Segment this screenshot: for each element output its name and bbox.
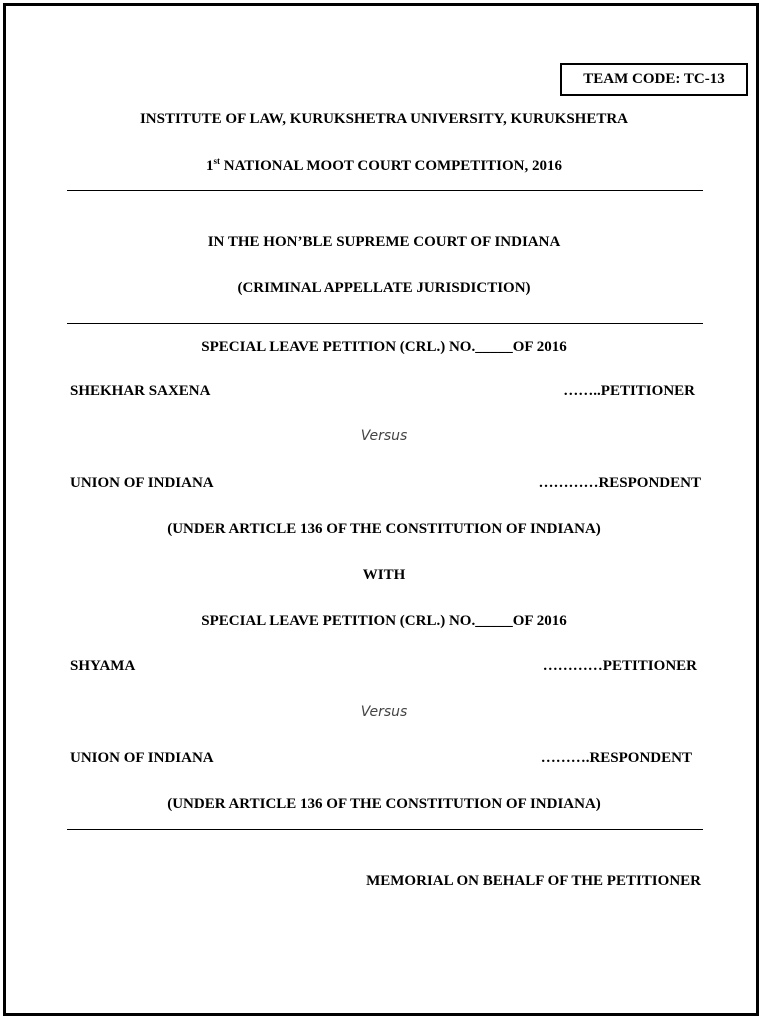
institute-heading: INSTITUTE OF LAW, KURUKSHETRA UNIVERSITY, KURUKSHETRA xyxy=(139,111,629,127)
court-name: IN THE HON’BLE SUPREME COURT OF INDIANA xyxy=(207,234,561,250)
divider-3 xyxy=(67,829,703,830)
competition-ordinal-number: 1 xyxy=(205,158,214,174)
divider-2 xyxy=(67,323,703,324)
case2-versus: Versus xyxy=(360,704,408,720)
case1-petitioner-name: SHEKHAR SAXENA xyxy=(70,383,211,399)
case2-article: (UNDER ARTICLE 136 OF THE CONSTITUTION OF INDIANA) xyxy=(167,796,601,812)
case1-petition-number: SPECIAL LEAVE PETITION (CRL.) NO._____OF 2016 xyxy=(201,339,567,355)
competition-heading xyxy=(0,156,768,176)
case2-respondent-name: UNION OF INDIANA xyxy=(70,750,214,766)
case2-petition-number: SPECIAL LEAVE PETITION (CRL.) NO._____OF 2016 xyxy=(201,613,567,629)
case1-respondent-name: UNION OF INDIANA xyxy=(70,475,214,491)
page-border xyxy=(3,3,759,1016)
case1-petitioner-label: ……..PETITIONER xyxy=(563,383,695,399)
team-code-box xyxy=(560,63,748,96)
case1-versus: Versus xyxy=(360,428,408,444)
case2-petitioner-label: …………PETITIONER xyxy=(542,658,697,674)
competition-title: NATIONAL MOOT COURT COMPETITION, 2016 xyxy=(219,158,562,174)
with-label: WITH xyxy=(362,567,406,583)
case2-petitioner-name: SHYAMA xyxy=(70,658,136,674)
case2-respondent-label: ……….RESPONDENT xyxy=(540,750,692,766)
divider-1 xyxy=(67,190,703,191)
competition-ordinal-suffix: st xyxy=(213,156,220,166)
case1-respondent-label: …………RESPONDENT xyxy=(538,475,701,491)
case1-article: (UNDER ARTICLE 136 OF THE CONSTITUTION OF INDIANA) xyxy=(167,521,601,537)
court-jurisdiction: (CRIMINAL APPELLATE JURISDICTION) xyxy=(237,280,531,296)
team-code-text: TEAM CODE: TC-13 xyxy=(583,71,725,87)
memorial-title: MEMORIAL ON BEHALF OF THE PETITIONER xyxy=(366,873,701,889)
